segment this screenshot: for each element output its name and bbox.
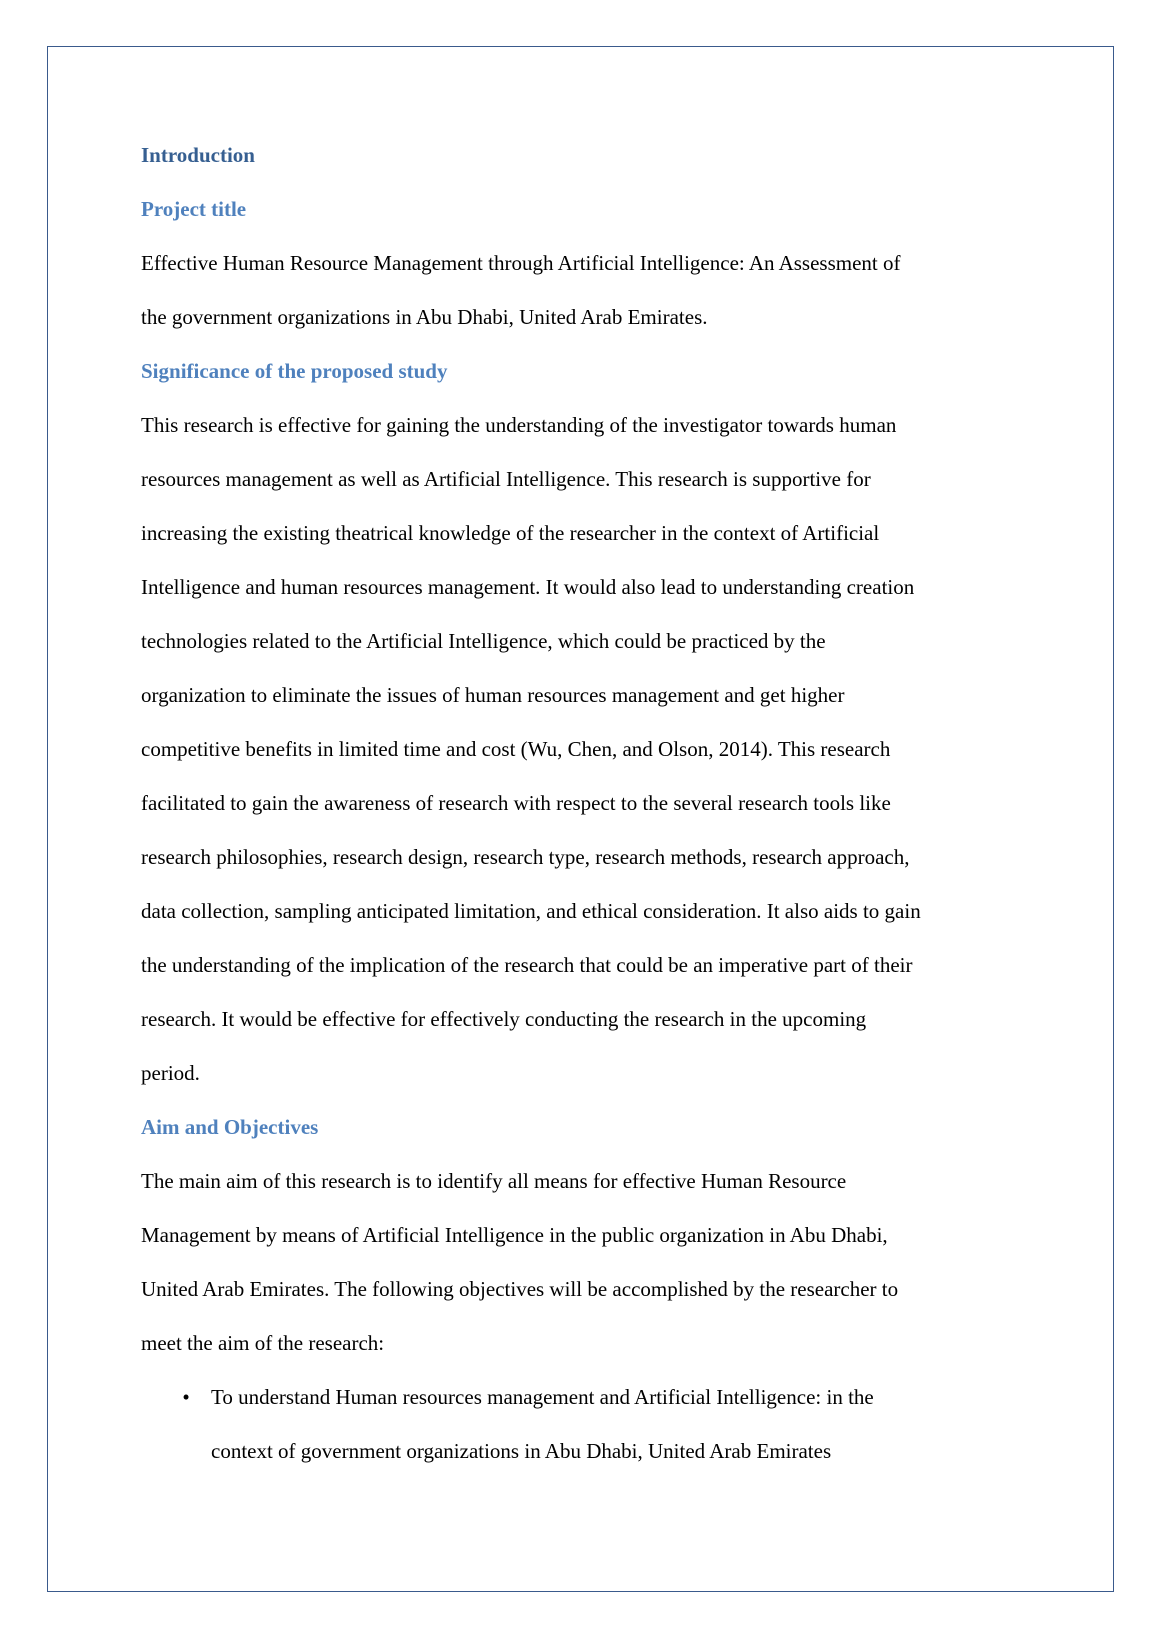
- list-item-text: context of government organizations in Abu Dhabi, United Arab Emirates: [211, 1439, 832, 1463]
- paragraph-line: technologies related to the Artificial Intelligence, which could be practiced by the: [141, 629, 826, 653]
- project-title-paragraph: [141, 236, 1021, 344]
- project-title-heading: Project title: [141, 197, 247, 221]
- list-item-text: To understand Human resources management and Artificial Intelligence: in the: [211, 1385, 874, 1409]
- paragraph-line: data collection, sampling anticipated limitation, and ethical consideration. It also aids to gain: [141, 899, 921, 923]
- paragraph-line: meet the aim of the research:: [141, 1331, 385, 1355]
- paragraph-line: competitive benefits in limited time and cost (Wu, Chen, and Olson, 2014). This research: [141, 737, 891, 761]
- paragraph-line: This research is effective for gaining the understanding of the investigator towards human: [141, 413, 897, 437]
- list-item: [141, 1370, 1021, 1424]
- paragraph-line: facilitated to gain the awareness of research with respect to the several research tools like: [141, 791, 891, 815]
- bullet-icon: •: [182, 1385, 190, 1409]
- aim-paragraph: [141, 1154, 1021, 1370]
- paragraph-line: The main aim of this research is to identify all means for effective Human Resource: [141, 1169, 847, 1193]
- paragraph-line: period.: [141, 1061, 200, 1085]
- objectives-list: [141, 1370, 1021, 1478]
- significance-paragraph: [141, 398, 1021, 1100]
- paragraph-line: Management by means of Artificial Intelligence in the public organization in Abu Dhabi,: [141, 1223, 888, 1247]
- paragraph-line: research. It would be effective for effectively conducting the research in the upcoming: [141, 1007, 867, 1031]
- paragraph-line: Intelligence and human resources management. It would also lead to understanding creation: [141, 575, 915, 599]
- paragraph-line: research philosophies, research design, research type, research methods, research approach,: [141, 845, 910, 869]
- significance-heading: Significance of the proposed study: [141, 359, 448, 383]
- paragraph-line: resources management as well as Artificial Intelligence. This research is supportive for: [141, 467, 871, 491]
- paragraph-line: Effective Human Resource Management through Artificial Intelligence: An Assessment of: [141, 251, 901, 275]
- aim-objectives-heading: Aim and Objectives: [141, 1115, 319, 1139]
- paragraph-line: increasing the existing theatrical knowledge of the researcher in the context of Artificial: [141, 521, 880, 545]
- paragraph-line: organization to eliminate the issues of human resources management and get higher: [141, 683, 845, 707]
- paragraph-line: the understanding of the implication of the research that could be an imperative part of their: [141, 953, 913, 977]
- introduction-heading: Introduction: [141, 143, 255, 167]
- document-body: [141, 128, 1021, 1478]
- paragraph-line: United Arab Emirates. The following objectives will be accomplished by the researcher to: [141, 1277, 899, 1301]
- paragraph-line: the government organizations in Abu Dhabi, United Arab Emirates.: [141, 305, 708, 329]
- list-item-continuation: [141, 1424, 1021, 1478]
